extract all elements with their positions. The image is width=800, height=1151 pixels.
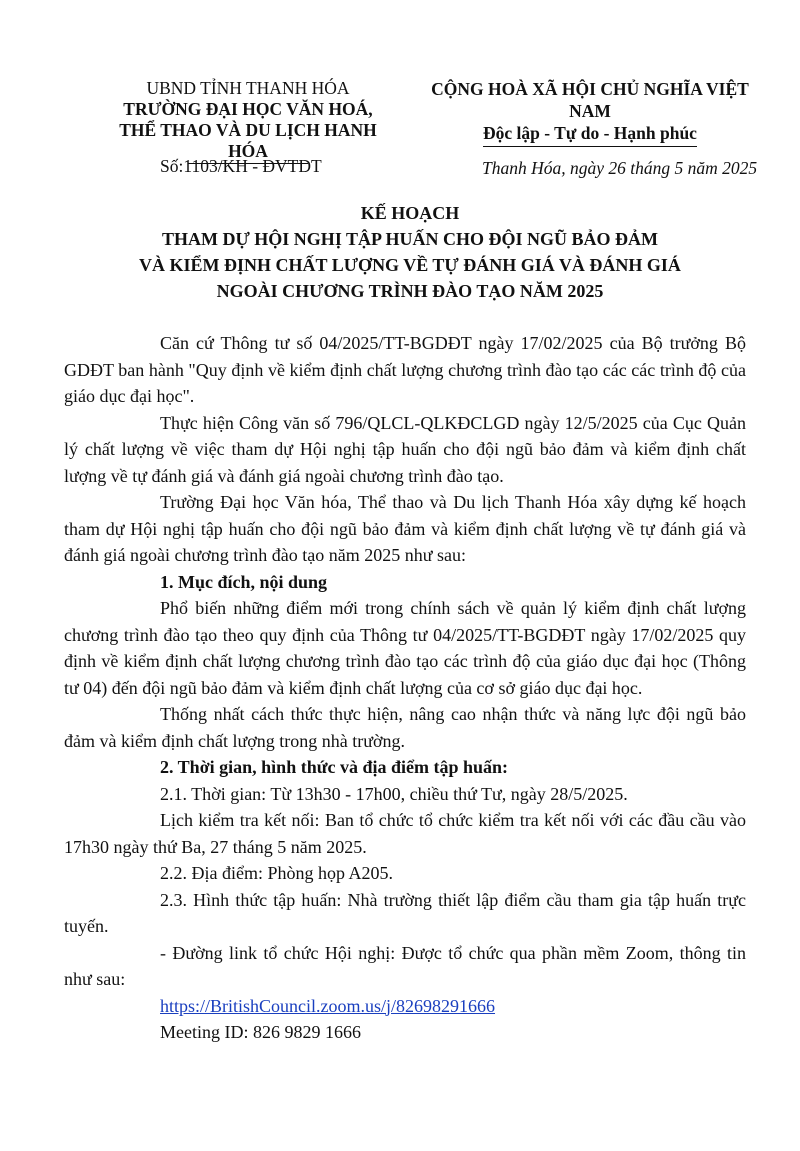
- meeting-id: Meeting ID: 826 9829 1666: [160, 1022, 361, 1042]
- title-line-4: NGOÀI CHƯƠNG TRÌNH ĐÀO TẠO NĂM 2025: [216, 281, 604, 301]
- section-heading-2: 2. Thời gian, hình thức và địa điểm tập huấn:: [160, 757, 509, 777]
- title-line-2: THAM DỰ HỘI NGHỊ TẬP HUẤN CHO ĐỘI NGŨ BẢO ĐẢM: [161, 229, 658, 249]
- paragraph-unify: Thống nhất cách thức thực hiện, nâng cao nhận thức và năng lực đội ngũ bảo đảm và kiểm định chất lượng trong nhà trường.: [64, 704, 746, 751]
- document-number: Số:1103/KH - ĐVTDT: [160, 156, 322, 176]
- document-title: [60, 200, 760, 304]
- paragraph-legal-basis: Căn cứ Thông tư số 04/2025/TT-BGDĐT ngày 17/02/2025 của Bộ trưởng Bộ GDĐT ban hành "Quy định về kiểm định chất lượng chương trình đào tạo các các trình độ của giáo dục đại học".: [64, 333, 746, 406]
- document-date: Thanh Hóa, ngày 26 tháng 5 năm 2025: [482, 158, 758, 178]
- issuer-line-3: THỂ THAO VÀ DU LỊCH HANH HÓA: [119, 120, 377, 161]
- title-line-3: VÀ KIỂM ĐỊNH CHẤT LƯỢNG VỀ TỰ ĐÁNH GIÁ VÀ ĐÁNH GIÁ: [139, 255, 681, 275]
- paragraph-connection-check: Lịch kiểm tra kết nối: Ban tổ chức tổ chức kiểm tra kết nối với các đầu cầu vào 17h30 ngày thứ Ba, 27 tháng 5 năm 2025.: [64, 810, 746, 857]
- title-line-1: KẾ HOẠCH: [360, 203, 460, 223]
- national-title: CỘNG HOÀ XÃ HỘI CHỦ NGHĨA VIỆT NAM: [431, 79, 749, 121]
- paragraph-format: 2.3. Hình thức tập huấn: Nhà trường thiết lập điểm cầu tham gia tập huấn trực tuyến.: [64, 889, 746, 936]
- section-heading-1: 1. Mục đích, nội dung: [160, 571, 328, 592]
- paragraph-time: 2.1. Thời gian: Từ 13h30 - 17h00, chiều thứ Tư, ngày 28/5/2025.: [160, 783, 628, 804]
- document-body: [64, 330, 746, 1046]
- national-header: [410, 78, 770, 147]
- paragraph-plan-intro: Trường Đại học Văn hóa, Thể thao và Du lịch Thanh Hóa xây dựng kế hoạch tham dự Hội nghị tập huấn cho đội ngũ bảo đảm và kiểm định chất lượng về tự đánh giá và đánh giá ngoài chương trình đào tạo năm 2025 như sau:: [64, 492, 746, 565]
- zoom-link[interactable]: https://BritishCouncil.zoom.us/j/82698291666: [160, 995, 496, 1016]
- paragraph-link-intro: - Đường link tổ chức Hội nghị: Được tổ chức qua phần mềm Zoom, thông tin như sau:: [64, 942, 746, 989]
- issuer-line-1: UBND TỈNH THANH HÓA: [146, 78, 350, 98]
- national-motto: Độc lập - Tự do - Hạnh phúc: [483, 122, 697, 147]
- paragraph-purpose: Phổ biến những điểm mới trong chính sách về quản lý kiểm định chất lượng chương trình đào tạo theo quy định của Thông tư 04/2025/TT-BGDĐT ngày 17/02/2025 quy định về kiểm định chất lượng chương trình đào tạo các trình độ của giáo dục đại học (Thông tư 04) đến đội ngũ bảo đảm và kiểm định chất lượng của cơ sở giáo dục đại học.: [64, 598, 746, 698]
- paragraph-implementation: Thực hiện Công văn số 796/QLCL-QLKĐCLGD ngày 12/5/2025 của Cục Quản lý chất lượng về việc tham dự Hội nghị tập huấn cho đội ngũ bảo đảm và kiểm định chất lượng về tự đánh giá và đánh giá ngoài chương trình đào tạo.: [64, 412, 746, 486]
- paragraph-location: 2.2. Địa điểm: Phòng họp A205.: [160, 863, 393, 883]
- issuer-line-2: TRƯỜNG ĐẠI HỌC VĂN HOÁ,: [123, 99, 373, 119]
- issuer-block: [98, 78, 398, 164]
